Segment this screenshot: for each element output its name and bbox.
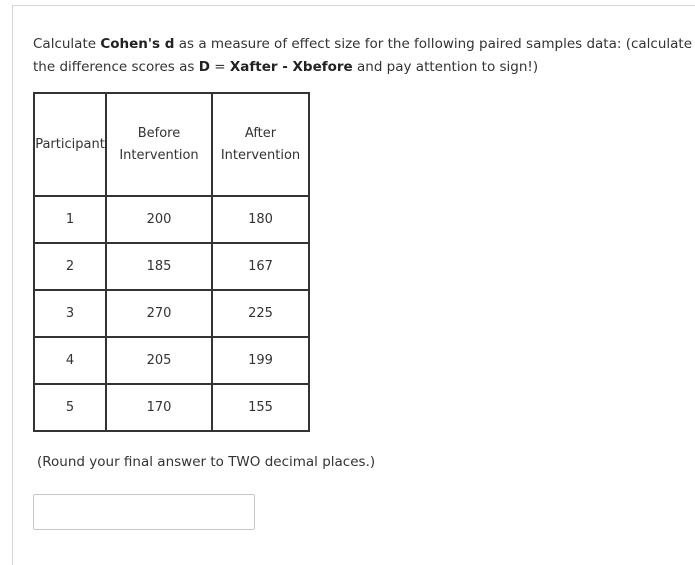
cell-before: 170 — [106, 384, 212, 431]
header-participant-label: Participant — [35, 136, 105, 152]
cell-participant: 5 — [34, 384, 106, 431]
question-text-part: Calculate — [33, 36, 101, 52]
table-header-row — [34, 93, 309, 196]
question-text-part: and pay attention to sign!) — [352, 59, 539, 75]
cell-after: 167 — [212, 243, 309, 290]
header-after-label-1: After — [244, 125, 277, 141]
header-after — [212, 93, 309, 196]
question-emphasis-d: D — [198, 59, 210, 75]
header-before-label-1: Before — [137, 125, 181, 141]
answer-input[interactable] — [33, 494, 255, 530]
question-text-part: as a measure of effect size for the following paired samples data: (calculate the difference scores as — [33, 36, 693, 75]
cell-after: 180 — [212, 196, 309, 243]
header-after-label-2: Intervention — [220, 147, 301, 163]
cell-before: 185 — [106, 243, 212, 290]
paired-samples-table — [33, 92, 310, 432]
question-emphasis-cohens-d: Cohen's d — [100, 36, 175, 52]
header-before — [106, 93, 212, 196]
cell-before: 200 — [106, 196, 212, 243]
table-row — [34, 243, 309, 290]
table-row — [34, 337, 309, 384]
table-row — [34, 196, 309, 243]
question-text-part: = — [209, 59, 230, 75]
cell-participant: 1 — [34, 196, 106, 243]
cell-before: 270 — [106, 290, 212, 337]
header-before-label-2: Intervention — [119, 147, 199, 163]
cell-participant: 4 — [34, 337, 106, 384]
question-emphasis-formula: Xafter - Xbefore — [229, 59, 353, 75]
cell-participant: 2 — [34, 243, 106, 290]
cell-after: 225 — [212, 290, 309, 337]
table-row — [34, 384, 309, 431]
cell-before: 205 — [106, 337, 212, 384]
rounding-instruction: (Round your final answer to TWO decimal places.) — [37, 454, 376, 470]
cell-participant: 3 — [34, 290, 106, 337]
question-text — [33, 33, 693, 79]
cell-after: 155 — [212, 384, 309, 431]
cell-after: 199 — [212, 337, 309, 384]
table-row — [34, 290, 309, 337]
header-participant — [34, 93, 106, 196]
